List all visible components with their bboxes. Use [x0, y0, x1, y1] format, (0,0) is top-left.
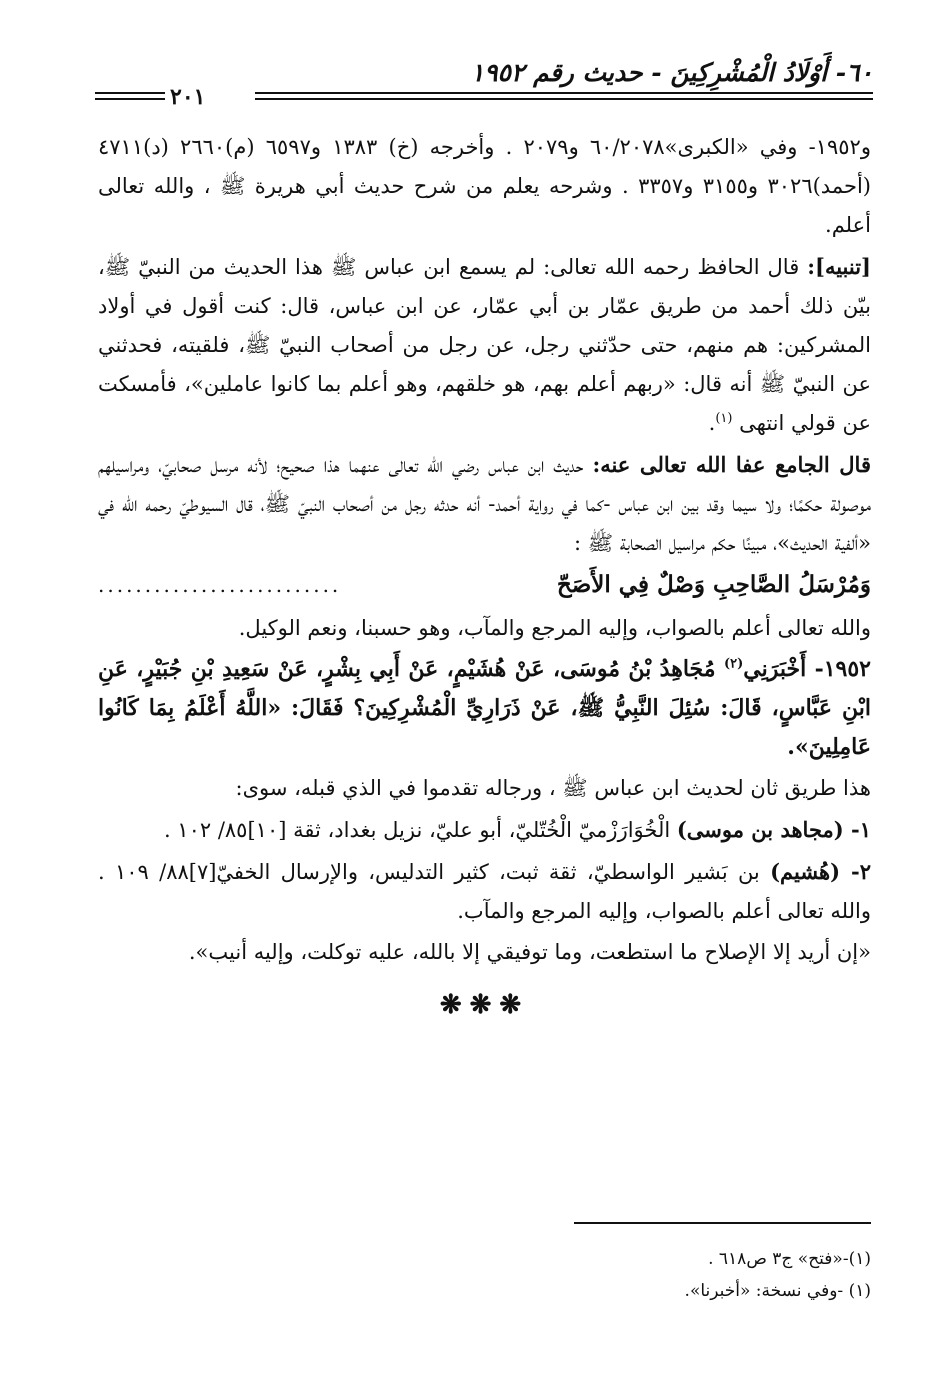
hadith-text [98, 650, 871, 767]
narrator-2-name: ٢- (هُشيم) [770, 859, 871, 884]
narrator-1-text: الْخُوَارَزْميّ الْخُتّليّ، أبو عليّ، نزيل بغداد، ثقة [١٠]٨٥/ ١٠٢ . [163, 818, 677, 842]
narrator-2 [98, 852, 871, 931]
paragraph-compiler [98, 445, 871, 563]
header-rule-left-bottom [95, 98, 165, 100]
footnote-2: (١) -وفي نسخة: «أخبرنا». [684, 1281, 871, 1301]
hadith-number: ١٩٥٢- أَخْبَرَنِي [743, 656, 871, 682]
header-rule-left-top [95, 92, 165, 94]
main-text [98, 128, 871, 1025]
footnote-ref-1: (١) [715, 411, 733, 426]
hadith-body: مُجَاهِدُ بْنُ مُوسَى، عَنْ هُشَيْمٍ، عَنْ أَبِي بِشْرٍ، عَنْ سَعِيدِ بْنِ جُبَيْرٍ، عَنِ ابْنِ عَبَّاسٍ، قَالَ: سُئِلَ النَّبِيُّ ﷺ، عَنْ ذَرَارِيِّ الْمُشْرِكِينَ؟ فَقَالَ: «اللَّهُ أَعْلَمُ بِمَا كَانُوا عَامِلِينَ». [98, 656, 871, 760]
verse-line [98, 565, 871, 605]
note-text: قال الحافظ رحمه الله تعالى: لم يسمع ابن عباس ﷺ هذا الحديث من النبيّ ﷺ، بيّن ذلك أحمد من طريق عمّار بن أبي عمّار، عن ابن عباس، قال: كنت أقول في أولاد المشركين: هم منهم، حتى حدّثني رجل، عن رجل من أصحاب النبيّ ﷺ، فلقيته، فحدثني عن النبيّ ﷺ أنه قال: «ربهم أعلم بهم، هو خلقهم، وهو أعلم بما كانوا عاملين»، فأمسكت عن قولي انتهى [98, 255, 871, 435]
paragraph-quran-quote: «إن أريد إلا الإصلاح ما استطعت، وما توفيقي إلا بالله، عليه توكلت، وإليه أنيب». [188, 940, 871, 964]
verse-dots: .......................... [98, 573, 342, 597]
footnote-ref-2: (٢) [723, 656, 744, 672]
paragraph-chain-intro: هذا طريق ثان لحديث ابن عباس ﷺ ، ورجاله تقدموا في الذي قبله، سوى: [235, 776, 871, 800]
narrator-2-text: بن بَشير الواسطيّ، ثقة ثبت، كثير التدليس، والإرسال الخفيّ[٧]٨٨/ ١٠٩ . والله تعالى أعلم بالصواب، وإليه المرجع والمآب. [98, 860, 871, 923]
paragraph-closing-praise: والله تعالى أعلم بالصواب، وإليه المرجع والمآب، وهو حسبنا، ونعم الوكيل. [238, 616, 871, 640]
note-label: [تنبيه]: [807, 254, 871, 279]
verse-text: وَمُرْسَلُ الصَّاحِبِ وَصْلٌ فِي الأَصَحّ [556, 571, 871, 598]
narrator-1 [98, 810, 871, 850]
running-title: ٦٠- أَوْلَادُ الْمُشْرِكِينَ - حديث رقم ١٩٥٢ [470, 58, 873, 87]
compiler-label: قال الجامع عفا الله تعالى عنه: [592, 452, 871, 477]
paragraph-note [98, 247, 871, 443]
header-rule-bottom [255, 98, 873, 100]
footnotes [300, 1243, 871, 1307]
footnote-rule [574, 1222, 871, 1224]
page-number: ٢٠١ [170, 84, 206, 110]
header-rule-top [255, 92, 873, 94]
narrator-1-name: ١- (مجاهد بن موسى) [676, 817, 871, 842]
footnote-1: (١)-«فتح» ج٣ ص٦١٨ . [708, 1249, 871, 1269]
page-header [95, 58, 873, 110]
section-divider-stars: ❋❋❋ [439, 990, 530, 1020]
note-end: . [708, 411, 716, 435]
paragraph-sources: و١٩٥٢- وفي «الكبرى»٦٠/٢٠٧٨ و٢٠٧٩ . وأخرجه (خ) ١٣٨٣ و٦٥٩٧ (م)٢٦٦٠ (د)٤٧١١ (أحمد)٣٠٢٦ و٣١٥٥ و٣٣٥٧ . وشرحه يعلم من شرح حديث أبي هريرة ﷺ ، والله تعالى أعلم. [98, 135, 871, 237]
compiler-text: حديث ابن عباس رضي الله تعالى عنهما هذا صحيح؛ لأنه مرسل صحابيّ، ومراسيلهم موصولة حكمًا؛ ولا سيما وقد بين ابن عباس -كما في رواية أحمد- أنه حدثه رجل من أصحاب النبيّ ﷺ، قال السيوطيّ رحمه الله في «ألفية الحديث»، مبينًا حكم مراسيل الصحابة ﷺ : [98, 453, 871, 555]
